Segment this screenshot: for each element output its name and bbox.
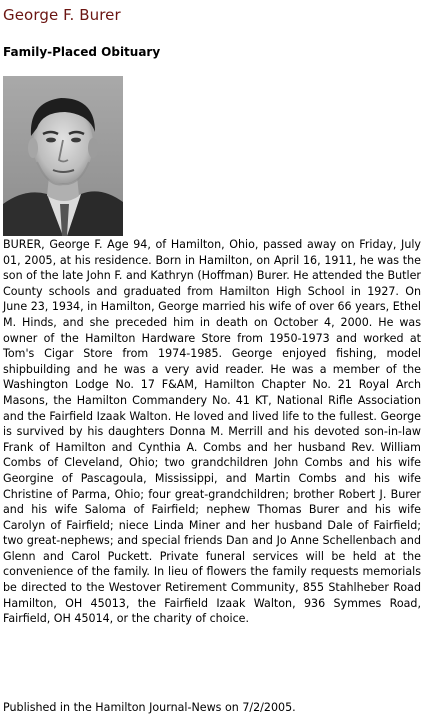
obituary-text: BURER, George F. Age 94, of Hamilton, Ohio, passed away on Friday, July 01, 2005, at his residence. Born in Hamilton, on April 16, 1911, he was the son of the late John F. and Kathryn (Hoffman) Burer. He attended the Butler County schools and graduated from Hamilton High School in 1927. On June 23, 1934, in Hamilton, George married his wife of over 66 years, Ethel M. Hinds, and she preceded him in death on October 4, 2000. He was owner of the Hamilton Hardware Store from 1950-1973 and worked at Tom's Cigar Store from 1974-1985. George enjoyed fishing, model shipbuilding and he was a very avid reader. He was a member of the Washington Lodge No. 17 F&AM, Hamilton Chapter No. 21 Royal Arch Masons, the Hamilton Commandery No. 41 KT, National Rifle Association and the Fairfield Izaak Walton. He loved and lived life to the fullest. George is survived by his daughters Donna M. Merrill and his devoted son-in-law Frank of Hamilton and Cynthia A. Combs and her husband Rev. William Combs of Cleveland, Ohio; two grandchildren John Combs and his wife Georgine of Pascagoula, Mississippi, and Martin Combs and his wife Christine of Parma, Ohio; four great-grandchildren; brother Robert J. Burer and his wife Saloma of Fairfield; nephew Thomas Burer and his wife Carolyn of Fairfield; niece Linda Miner and her husband Dale of Fairfield; two great-nephews; and special friends Dan and Jo Anne Schellenbach and Glenn and Carol Puckett. Private funeral services will be held at the convenience of the family. In lieu of flowers the family requests memorials be directed to the Westover Retirement Community, 855 Stahlheber Road Hamilton, OH 45013, the Fairfield Izaak Walton, 936 Symmes Road, Fairfield, OH 45014, or the charity of choice. [3, 238, 421, 626]
publication-note: Published in the Hamilton Journal-News on 7/2/2005. [3, 701, 296, 714]
portrait-photo [3, 76, 123, 236]
page-title: George F. Burer [3, 6, 121, 24]
portrait-photo-icon [3, 76, 123, 236]
obituary-type-heading: Family-Placed Obituary [3, 45, 161, 59]
